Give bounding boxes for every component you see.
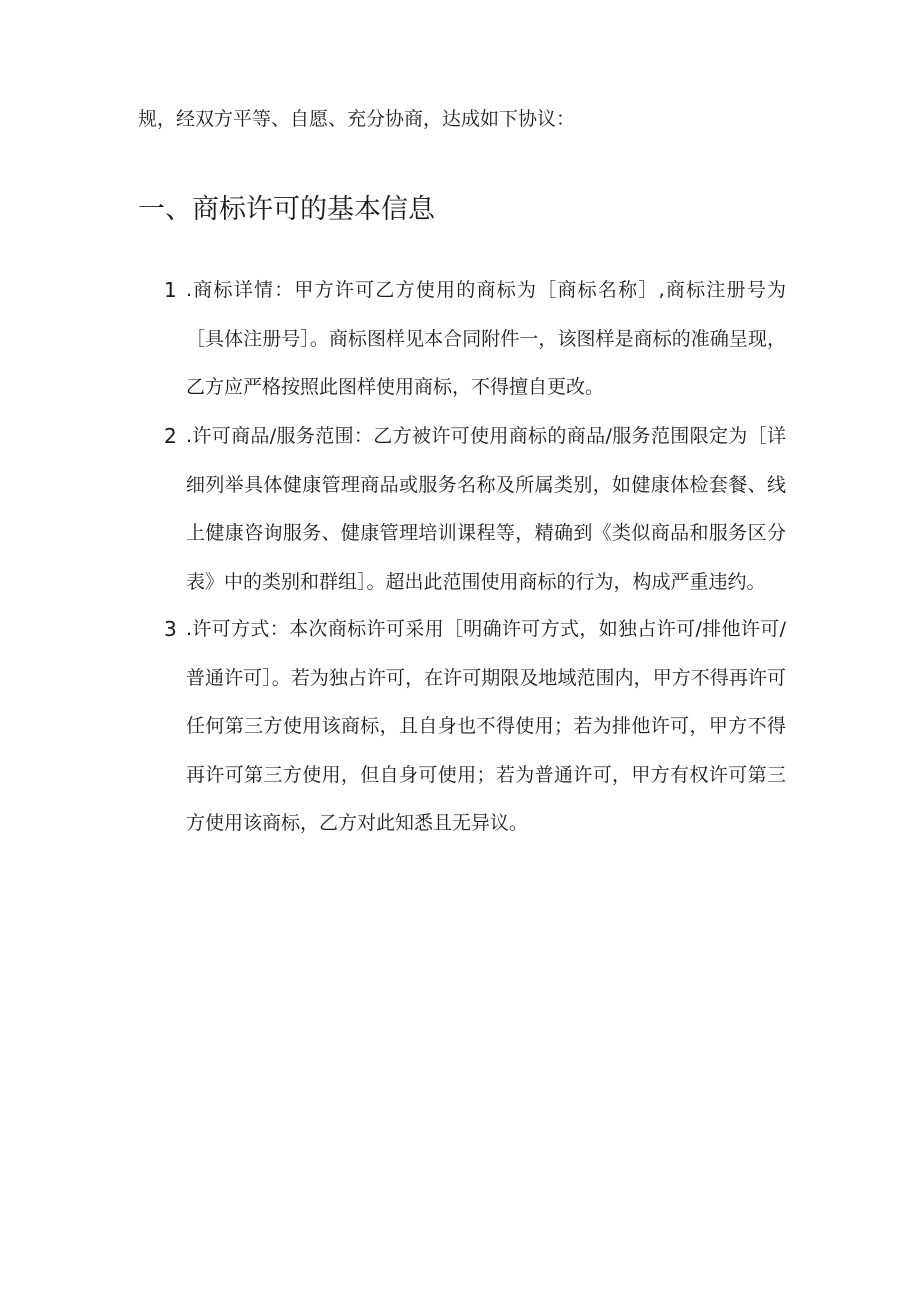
clause-item	[138, 266, 788, 412]
clause-number: 1	[164, 278, 177, 302]
intro-line: 规，经双方平等、自愿、充分协商，达成如下协议：	[138, 108, 576, 130]
clause-number: 3	[164, 617, 177, 641]
clause-item	[138, 605, 788, 848]
clause-number: 2	[164, 424, 177, 448]
clause-text: .许可商品/服务范围：乙方被许可使用商标的商品/服务范围限定为［详细列举具体健康管理商品或服务名称及所属类别，如健康体检套餐、线上健康咨询服务、健康管理培训课程等，精确到《类似商品和服务区分表》中的类别和群组］。超出此范围使用商标的行为，构成严重违约。	[186, 425, 786, 593]
clause-text: .许可方式：本次商标许可采用［明确许可方式，如独占许可/排他许可/普通许可］。若为独占许可，在许可期限及地域范围内，甲方不得再许可任何第三方使用该商标，且自身也不得使用；若为排他许可，甲方不得再许可第三方使用，但自身可使用；若为普通许可，甲方有权许可第三方使用该商标，乙方对此知悉且无异议。	[186, 618, 786, 834]
clause-text: .商标详情：甲方许可乙方使用的商标为［商标名称］,商标注册号为［具体注册号］。商标图样见本合同附件一，该图样是商标的准确呈现，乙方应严格按照此图样使用商标，不得擅自更改。	[186, 279, 786, 398]
section-heading: 一、商标许可的基本信息	[138, 194, 435, 225]
clause-item	[138, 412, 788, 606]
